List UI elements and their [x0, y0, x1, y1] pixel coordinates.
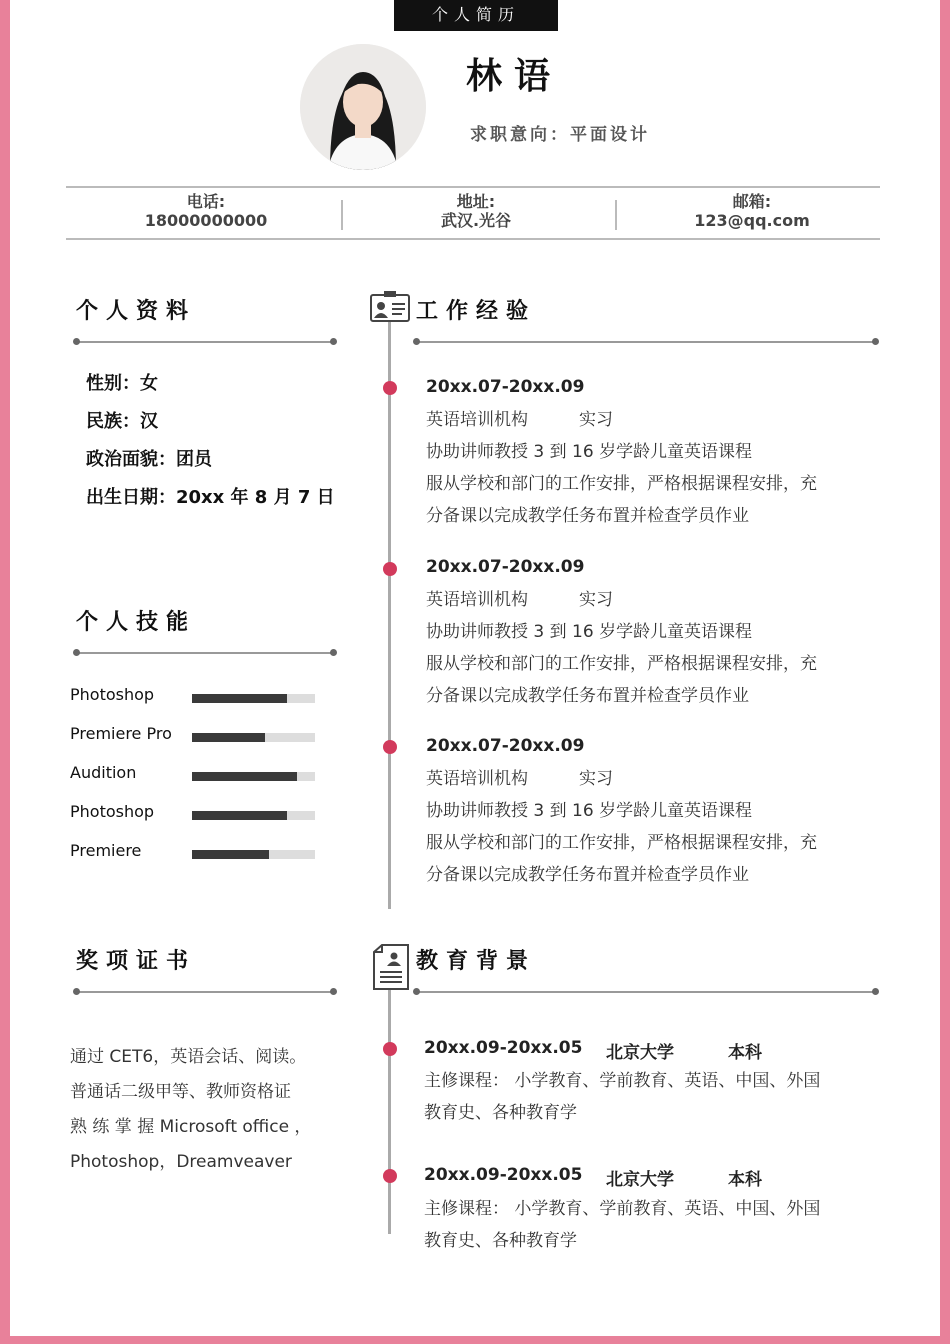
rule-dot	[872, 338, 879, 345]
avatar	[300, 44, 426, 170]
edu-entry-school: 北京大学	[606, 1170, 674, 1190]
contact-phone	[116, 192, 296, 230]
edu-entry-date: 20xx.09-20xx.05	[424, 1165, 583, 1185]
timeline-dot	[383, 1042, 397, 1056]
skill-bar	[192, 811, 315, 820]
contact-email	[662, 192, 842, 230]
skill-bar	[192, 772, 315, 781]
work-entry-date: 20xx.07-20xx.09	[426, 736, 585, 756]
section-rule	[416, 341, 876, 343]
rule-dot	[73, 338, 80, 345]
edu-entry-line: 教育史、各种教育学	[424, 1231, 577, 1251]
skill-name: Photoshop	[70, 685, 155, 704]
contact-phone-label: 电话:	[186, 192, 226, 211]
section-rule	[76, 652, 334, 654]
contact-top-rule	[66, 186, 880, 188]
work-entry-org-role: 英语培训机构 实习	[426, 590, 613, 610]
rule-dot	[330, 338, 337, 345]
work-entry-line: 服从学校和部门的工作安排，严格根据课程安排，充	[426, 474, 817, 494]
job-intent-value: 平面设计	[570, 125, 650, 145]
work-entry-line: 协助讲师教授 3 到 16 岁学龄儿童英语课程	[426, 622, 753, 642]
skill-bar	[192, 733, 315, 742]
rule-dot	[73, 988, 80, 995]
contact-phone-value: 18000000000	[144, 211, 268, 230]
skill-bar-fill	[192, 772, 297, 781]
award-line: Photoshop，Dreamveaver	[70, 1152, 292, 1172]
rule-dot	[330, 649, 337, 656]
skill-bar-fill	[192, 694, 287, 703]
job-intent	[470, 120, 650, 145]
profile-field-gender: 性别：女	[86, 373, 158, 394]
skill-bar-fill	[192, 733, 265, 742]
contact-address-value: 武汉.光谷	[440, 211, 512, 230]
contact-divider	[341, 200, 343, 230]
contact-divider	[615, 200, 617, 230]
edu-entry-line: 主修课程： 小学教育、学前教育、英语、中国、外国	[424, 1199, 821, 1219]
award-line: 通过 CET6，英语会话、阅读。	[70, 1047, 307, 1067]
skill-name: Premiere Pro	[70, 724, 172, 743]
section-rule	[416, 991, 876, 993]
work-entry-org-role: 英语培训机构 实习	[426, 769, 613, 789]
edu-entry-date: 20xx.09-20xx.05	[424, 1038, 583, 1058]
work-entry-date: 20xx.07-20xx.09	[426, 377, 585, 397]
edu-entry-line: 主修课程： 小学教育、学前教育、英语、中国、外国	[424, 1071, 821, 1091]
skill-bar-fill	[192, 850, 269, 859]
work-entry-line: 服从学校和部门的工作安排，严格根据课程安排，充	[426, 833, 817, 853]
edu-entry-degree: 本科	[728, 1043, 762, 1063]
skill-bar	[192, 694, 315, 703]
rule-dot	[413, 338, 420, 345]
awards-section-title: 奖项证书	[76, 949, 197, 974]
id-card-icon	[370, 290, 410, 322]
profile-field-birthdate: 出生日期：20xx 年 8 月 7 日	[86, 487, 335, 508]
avatar-portrait-icon	[300, 44, 426, 170]
work-section-title: 工作经验	[416, 299, 537, 324]
section-rule	[76, 991, 334, 993]
skills-section-title: 个人技能	[76, 610, 197, 635]
work-entry-line: 分备课以完成教学任务布置并检查学员作业	[426, 686, 749, 706]
person-name: 林语	[466, 56, 563, 97]
job-intent-label: 求职意向：	[470, 125, 570, 145]
edu-entry-school: 北京大学	[606, 1043, 674, 1063]
award-line: 普通话二级甲等、教师资格证	[70, 1082, 291, 1102]
rule-dot	[872, 988, 879, 995]
profile-field-ethnicity: 民族：汉	[86, 411, 158, 432]
work-entry-line: 服从学校和部门的工作安排，严格根据课程安排，充	[426, 654, 817, 674]
timeline-dot	[383, 1169, 397, 1183]
work-timeline	[388, 322, 391, 909]
education-section-title: 教育背景	[416, 949, 537, 974]
work-entry-line: 协助讲师教授 3 到 16 岁学龄儿童英语课程	[426, 442, 753, 462]
rule-dot	[73, 649, 80, 656]
education-timeline	[388, 990, 391, 1234]
timeline-dot	[383, 562, 397, 576]
work-entry-line: 分备课以完成教学任务布置并检查学员作业	[426, 506, 749, 526]
skill-bar-fill	[192, 811, 287, 820]
work-entry-line: 协助讲师教授 3 到 16 岁学龄儿童英语课程	[426, 801, 753, 821]
work-entry-date: 20xx.07-20xx.09	[426, 557, 585, 577]
skill-name: Premiere	[70, 841, 142, 860]
work-entry-line: 分备课以完成教学任务布置并检查学员作业	[426, 865, 749, 885]
contact-email-label: 邮箱:	[732, 192, 772, 211]
work-entry-org-role: 英语培训机构 实习	[426, 410, 613, 430]
rule-dot	[413, 988, 420, 995]
timeline-dot	[383, 381, 397, 395]
section-rule	[76, 341, 334, 343]
timeline-dot	[383, 740, 397, 754]
contact-email-value: 123@qq.com	[694, 211, 810, 230]
contact-address	[386, 192, 566, 230]
contact-bottom-rule	[66, 238, 880, 240]
skill-bar	[192, 850, 315, 859]
rule-dot	[330, 988, 337, 995]
resume-title-tab: 个人简历	[394, 0, 558, 31]
edu-entry-line: 教育史、各种教育学	[424, 1103, 577, 1123]
profile-section-title: 个人资料	[76, 299, 197, 324]
skill-name: Audition	[70, 763, 137, 782]
award-line: 熟 练 掌 握 Microsoft office ，	[70, 1117, 312, 1137]
contact-address-label: 地址:	[456, 192, 496, 211]
edu-entry-degree: 本科	[728, 1170, 762, 1190]
resume-page	[10, 0, 940, 1336]
profile-field-political: 政治面貌：团员	[86, 449, 212, 470]
skill-name: Photoshop	[70, 802, 155, 821]
resume-document-icon	[372, 944, 410, 990]
